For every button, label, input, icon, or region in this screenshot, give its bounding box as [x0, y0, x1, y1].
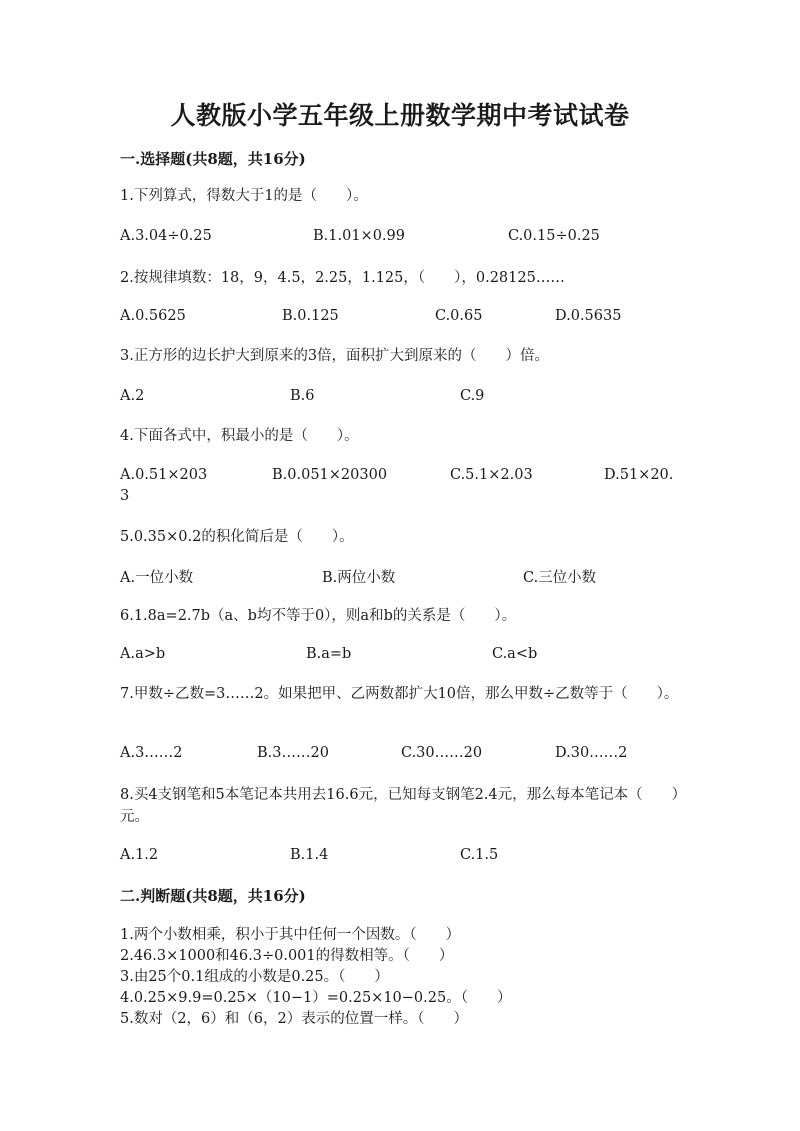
question-6-option-c: C.a<b: [492, 646, 538, 662]
question-4-option-d: D.51×20.: [604, 467, 674, 483]
question-3-options: [120, 388, 690, 412]
judgment-item-1: 1.两个小数相乘，积小于其中任何一个因数。（ ）: [120, 927, 461, 943]
question-6-stem: 6.1.8a=2.7b（a、b均不等于0），则a和b的关系是（ ）。: [120, 608, 517, 624]
question-1-options: [120, 228, 690, 252]
question-5-option-b: B.两位小数: [322, 570, 396, 586]
exam-title: 人教版小学五年级上册数学期中考试试卷: [170, 101, 630, 130]
question-2-option-d: D.0.5635: [555, 308, 622, 324]
question-7-options: [120, 745, 690, 769]
question-8-options: [120, 847, 690, 871]
question-5-options: [120, 566, 690, 590]
question-4-option-b: B.0.051×20300: [272, 467, 388, 483]
question-2-option-a: A.0.5625: [120, 308, 186, 324]
judgment-item-2: 2.46.3×1000和46.3÷0.001的得数相等。（ ）: [120, 948, 454, 964]
question-8-option-b: B.1.4: [290, 847, 329, 863]
question-8-option-a: A.1.2: [120, 847, 159, 863]
question-7-stem: 7.甲数÷乙数=3……2。如果把甲、乙两数都扩大10倍，那么甲数÷乙数等于（ ）。: [120, 686, 679, 702]
question-7-option-d: D.30……2: [555, 745, 628, 761]
question-3-stem: 3.正方形的边长护大到原来的3倍，面积扩大到原来的（ ）倍。: [120, 348, 550, 364]
question-2-stem: 2.按规律填数：18，9，4.5，2.25，1.125，（ ），0.28125……: [120, 270, 565, 286]
question-3-option-c: C.9: [460, 388, 485, 404]
question-7-option-b: B.3……20: [257, 745, 329, 761]
question-5-option-a: A.一位小数: [120, 570, 194, 586]
question-3-option-a: A.2: [120, 388, 145, 404]
question-4-stem: 4.下面各式中，积最小的是（ ）。: [120, 428, 359, 444]
section-heading-choice: 一.选择题(共8题，共16分): [120, 150, 306, 168]
question-8-option-c: C.1.5: [460, 847, 499, 863]
question-2-option-b: B.0.125: [282, 308, 339, 324]
question-6-option-b: B.a=b: [306, 646, 352, 662]
question-2-options: [120, 308, 690, 332]
section-heading-judgment: 二.判断题(共8题，共16分): [120, 887, 306, 905]
question-7-option-c: C.30……20: [401, 745, 483, 761]
question-2-option-c: C.0.65: [435, 308, 483, 324]
judgment-item-5: 5.数对（2，6）和（6，2）表示的位置一样。（ ）: [120, 1011, 468, 1027]
judgment-item-3: 3.由25个0.1组成的小数是0.25。（ ）: [120, 969, 389, 985]
question-6-options: [120, 646, 690, 670]
question-5-option-c: C.三位小数: [523, 570, 597, 586]
question-1-option-c: C.0.15÷0.25: [508, 228, 600, 244]
question-8-stem: 8.买4支钢笔和5本笔记本共用去16.6元，已知每支钢笔2.4元，那么每本笔记本（ ）元。: [120, 787, 687, 825]
judgment-item-4: 4.0.25×9.9=0.25×（10−1）=0.25×10−0.25。（ ）: [120, 990, 512, 1006]
question-6-option-a: A.a>b: [120, 646, 166, 662]
question-1-option-a: A.3.04÷0.25: [120, 228, 212, 244]
question-5-stem: 5.0.35×0.2的积化简后是（ ）。: [120, 529, 354, 545]
question-7-option-a: A.3……2: [120, 745, 183, 761]
question-4-option-c: C.5.1×2.03: [450, 467, 533, 483]
question-4-option-d-wrap: [120, 488, 690, 512]
question-1-stem: 1.下列算式，得数大于1的是（ ）。: [120, 188, 368, 204]
question-1-option-b: B.1.01×0.99: [313, 228, 405, 244]
question-3-option-b: B.6: [290, 388, 315, 404]
question-4-option-a: A.0.51×203: [120, 467, 208, 483]
question-4-option-d-continued: 3: [120, 488, 130, 504]
